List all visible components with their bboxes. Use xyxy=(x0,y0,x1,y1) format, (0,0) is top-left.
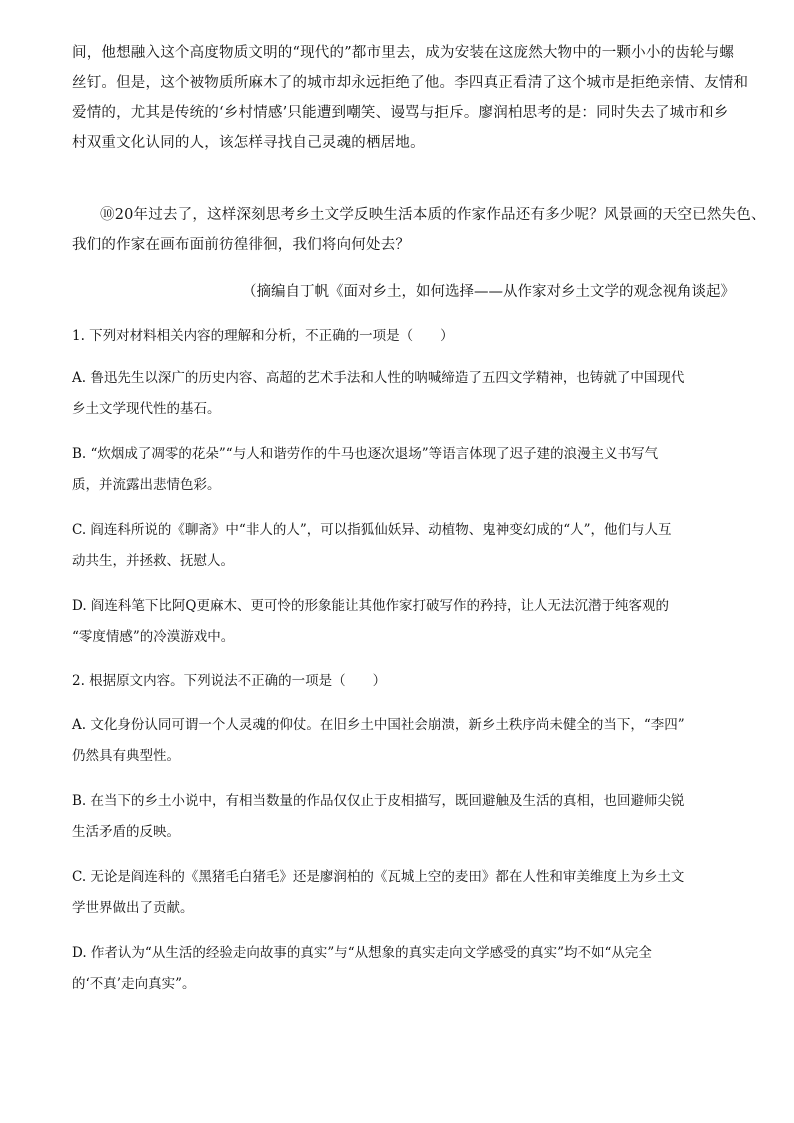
option-line: C. 阎连科所说的《聊斋》中“非人的人”，可以指狐仙妖异、动植物、鬼神变幻成的“人”，他们与人互 xyxy=(72,522,672,538)
option-line: C. 无论是阎连科的《黑猪毛白猪毛》还是廖润柏的《瓦城上空的麦田》都在人性和审美维度上为乡土文 xyxy=(72,869,685,885)
question-1-option-b xyxy=(72,439,732,501)
question-1-option-c xyxy=(72,515,732,577)
option-line: 质，并流露出悲情色彩。 xyxy=(72,477,221,493)
text-line: 爱情的，尤其是传统的‘乡村情感’只能遭到嘲笑、谩骂与拒斥。廖润柏思考的是：同时失去了城市和乡 xyxy=(72,105,729,121)
option-line: 的‘不真’走向真实”。 xyxy=(72,976,196,992)
question-2-stem: 2. 根据原文内容。下列说法不正确的一项是（ ） xyxy=(72,673,387,689)
question-2-option-c xyxy=(72,862,732,924)
question-1-stem: 1. 下列对材料相关内容的理解和分析，不正确的一项是（ ） xyxy=(72,328,454,344)
text-line: 我们的作家在画布面前彷徨徘徊，我们将向何处去？ xyxy=(72,237,411,253)
option-line: “零度情感”的冷漠游戏中。 xyxy=(72,629,235,645)
option-line: A. 鲁迅先生以深广的历史内容、高超的艺术手法和人性的呐喊缔造了五四文学精神，也铸就了中国现代 xyxy=(72,370,685,386)
question-2-option-d xyxy=(72,938,732,1000)
option-line: D. 作者认为“从生活的经验走向故事的真实”与“从想象的真实走向文学感受的真实”均不如“从完全 xyxy=(72,945,652,961)
source-citation: （摘编自丁帆《面对乡土，如何选择——从作家对乡土文学的观念视角谈起》 xyxy=(242,284,735,300)
option-line: 动共生，并拯救、抚慰人。 xyxy=(72,553,234,569)
passage-paragraph-2 xyxy=(72,200,766,260)
question-1-option-d xyxy=(72,591,732,653)
option-line: 仍然具有典型性。 xyxy=(72,748,180,764)
option-line: B. “炊烟成了凋零的花朵”“与人和谐劳作的牛马也逐次退场”等语言体现了迟子建的浪漫主义书写气 xyxy=(72,446,659,462)
text-line: 丝钉。但是，这个被物质所麻木了的城市却永远拒绝了他。李四真正看清了这个城市是拒绝亲情、友情和 xyxy=(72,75,749,91)
option-line: 乡土文学现代性的基石。 xyxy=(72,401,221,417)
option-line: B. 在当下的乡土小说中，有相当数量的作品仅仅止于皮相描写，既回避触及生活的真相，也回避师尖锐 xyxy=(72,793,685,809)
text-line: 间，他想融入这个高度物质文明的“现代的”都市里去，成为安装在这庞然大物中的一颗小小的齿轮与螺 xyxy=(72,45,735,61)
passage-paragraph-1 xyxy=(72,38,749,158)
option-line: 生活矛盾的反映。 xyxy=(72,824,180,840)
question-1-option-a xyxy=(72,363,732,425)
option-line: 学世界做出了贡献。 xyxy=(72,900,194,916)
text-line: ⑩20年过去了，这样深刻思考乡土文学反映生活本质的作家作品还有多少呢？风景画的天空已然失色、 xyxy=(100,207,766,223)
question-2-option-b xyxy=(72,786,732,848)
option-line: D. 阎连科笔下比阿Q更麻木、更可怜的形象能让其他作家打破写作的矜持，让人无法沉潜于纯客观的 xyxy=(72,598,669,614)
text-line: 村双重文化认同的人，该怎样寻找自己灵魂的栖居地。 xyxy=(72,135,425,151)
option-line: A. 文化身份认同可谓一个人灵魂的仰仗。在旧乡土中国社会崩溃，新乡土秩序尚未健全的当下，“李四” xyxy=(72,717,685,733)
question-2-option-a xyxy=(72,710,732,772)
